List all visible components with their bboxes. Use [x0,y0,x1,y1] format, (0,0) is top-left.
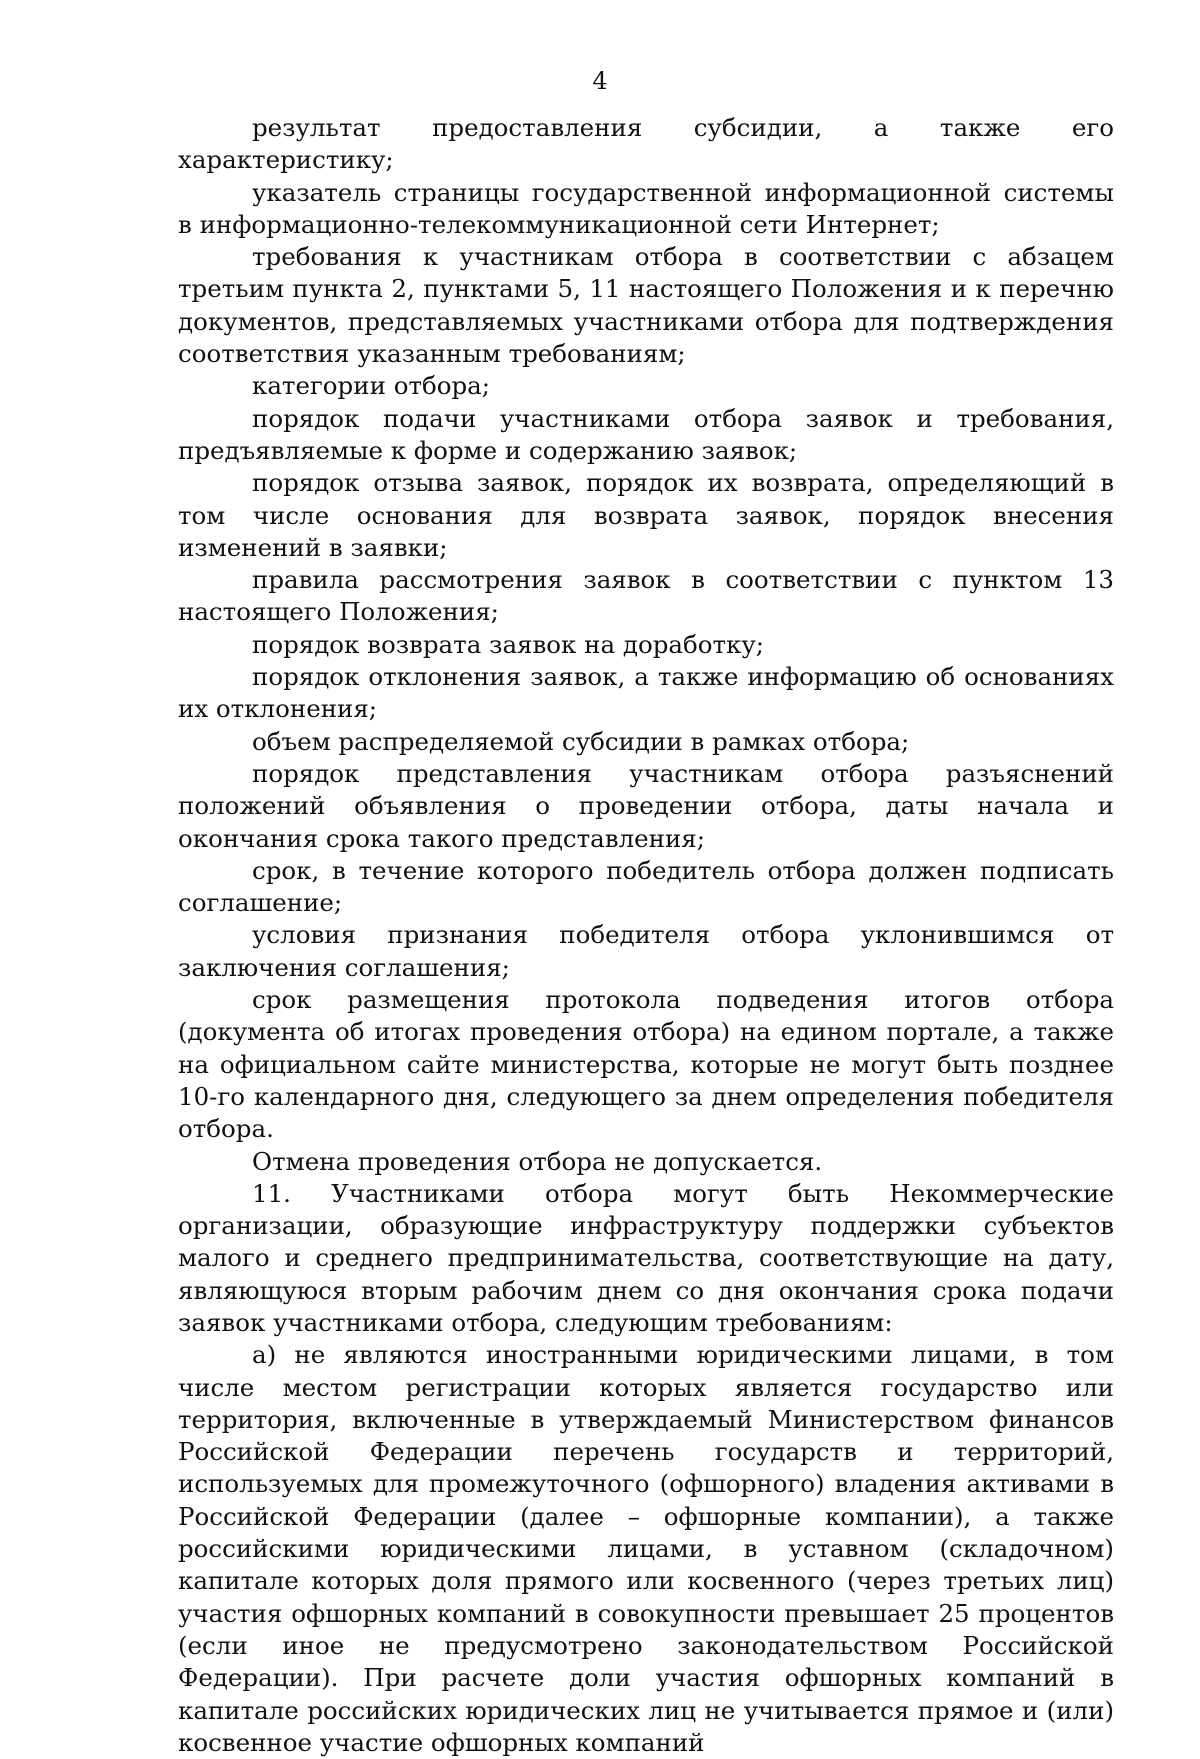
paragraph-item-11: 11. Участниками отбора могут быть Некоммерческие организации, образующие инфраструктуру поддержки субъектов малого и среднего предпринимательства, соответствующие на дату, являющуюся вторым рабочим днем со дня окончания срока подачи заявок участниками отбора, следующим требованиям: [178,1178,1114,1337]
page-number: 4 [592,67,608,95]
paragraph-application-withdrawal: порядок отзыва заявок, порядок их возврата, определяющий в том числе основания для возврата заявок, порядок внесения изменений в заявки; [178,468,1114,562]
paragraph-application-submission: порядок подачи участниками отбора заявок и требования, предъявляемые к форме и содержанию заявок; [178,403,1114,465]
paragraph-clarifications: порядок представления участникам отбора разъяснений положений объявления о проведении отбора, даты начала и окончания срока такого представления; [178,758,1114,853]
paragraph-return-for-revision: порядок возврата заявок на доработку; [252,629,765,659]
paragraph-subsidy-volume: объем распределяемой субсидии в рамках отбора; [252,726,910,756]
paragraph-result: результат предоставления субсидии, а также его характеристику; [178,113,1114,175]
paragraph-item-11-a: а) не являются иностранными юридическими лицами, в том числе местом регистрации которых является государство или территория, включенные в утверждаемый Министерством финансов Российской Федерации перечень государств и территорий, используемых для промежуточного (офшорного) владения активами в Российской Федерации (далее – офшорные компании), а также российскими юридическими лицами, в уставном (складочном) капитале которых доля прямого или косвенного (через третьих лиц) участия офшорных компаний в совокупности превышает 25 процентов (если иное не предусмотрено законодательством Российской Федерации). При расчете доли участия офшорных компаний в капитале российских юридических лиц не учитывается прямое и (или) косвенное участие офшорных компаний [178,1340,1114,1757]
paragraph-review-rules: правила рассмотрения заявок в соответствии с пунктом 13 настоящего Положения; [178,565,1114,627]
paragraph-no-cancellation: Отмена проведения отбора не допускается. [252,1146,823,1176]
paragraph-selection-categories: категории отбора; [252,371,491,401]
paragraph-signing-deadline: срок, в течение которого победитель отбора должен подписать соглашение; [178,855,1114,918]
paragraph-participant-requirements: требования к участникам отбора в соответствии с абзацем третьим пункта 2, пунктами 5, 11 настоящего Положения и к перечню документов, представляемых участниками отбора для подтверждения соответствия указанным требованиям; [178,242,1114,369]
paragraph-rejection: порядок отклонения заявок, а также информацию об основаниях их отклонения; [178,662,1114,724]
paragraph-state-system-pointer: указатель страницы государственной информационной системы в информационно-телекоммуникационной сети Интернет; [178,177,1114,239]
document-body [178,112,1114,1759]
paragraph-evasion-conditions: условия признания победителя отбора уклонившимся от заключения соглашения; [178,920,1114,982]
paragraph-protocol-publication: срок размещения протокола подведения итогов отбора (документа об итогах проведения отбора) на едином портале, а также на официальном сайте министерства, которые не могут быть позднее 10-го календарного дня, следующего за днем определения победителя отбора. [178,985,1114,1144]
